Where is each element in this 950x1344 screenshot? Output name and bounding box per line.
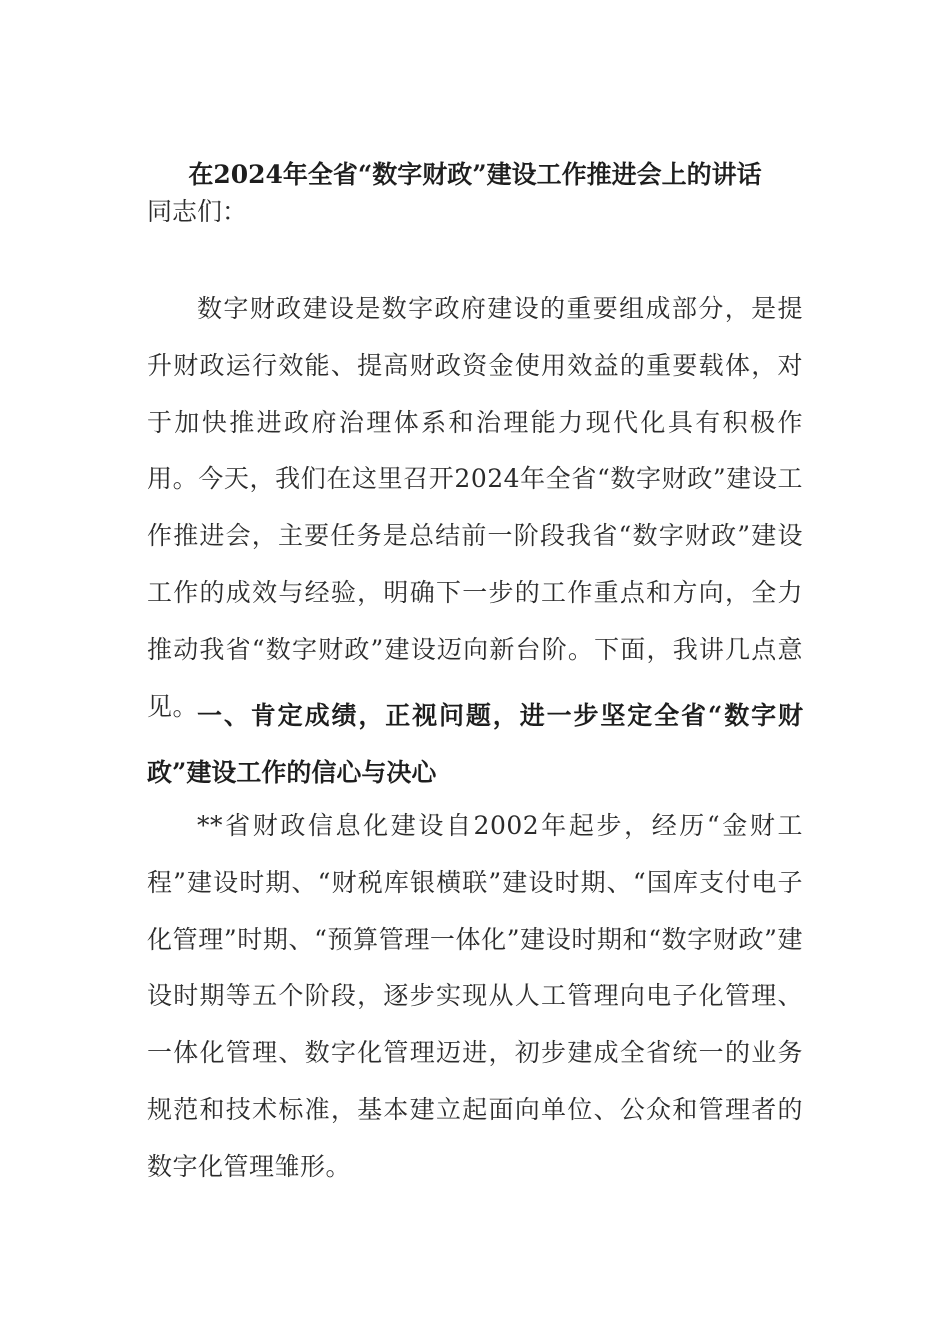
document-title: 在2024年全省“数字财政”建设工作推进会上的讲话 (188, 160, 762, 189)
section-heading-1: 一、肯定成绩，正视问题，进一步坚定全省“数字财政”建设工作的信心与决心 (147, 701, 803, 787)
salutation: 同志们： (147, 197, 248, 226)
paragraph-intro: 数字财政建设是数字政府建设的重要组成部分，是提升财政运行效能、提高财政资金使用效益的重要载体，对于加快推进政府治理体系和治理能力现代化具有积极作用。今天，我们在这里召开2024年全省“数字财政”建设工作推进会，主要任务是总结前一阶段我省“数字财政”建设工作的成效与经验，明确下一步的工作重点和方向，全力推动我省“数字财政”建设迈向新台阶。下面，我讲几点意见。 (147, 294, 803, 721)
paragraph-section-1: **省财政信息化建设自2002年起步，经历“金财工程”建设时期、“财税库银横联”建设时期、“国库支付电子化管理”时期、“预算管理一体化”建设时期和“数字财政”建设时期等五个阶段，逐步实现从人工管理向电子化管理、一体化管理、数字化管理迈进，初步建成全省统一的业务规范和技术标准，基本建立起面向单位、公众和管理者的数字化管理雏形。 (147, 811, 803, 1181)
